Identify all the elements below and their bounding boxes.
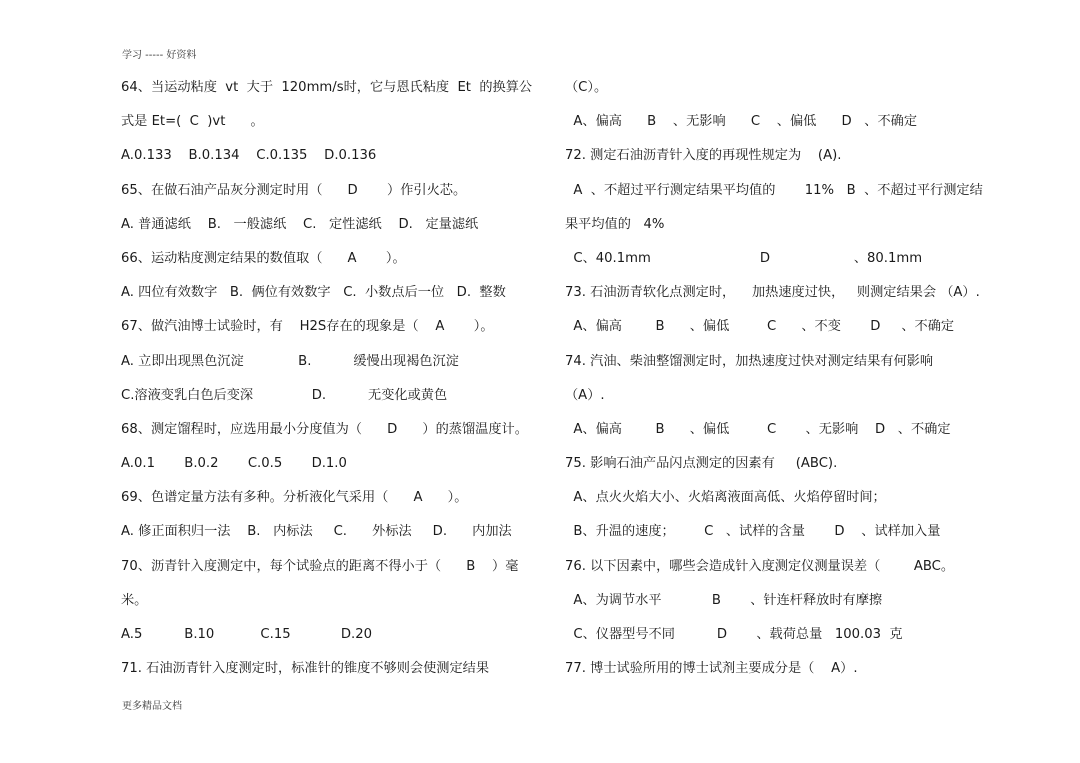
- answer-options: A. 修正面积归一法 B. 内标法 C. 外标法 D. 内加法: [121, 524, 512, 540]
- question-line: 64、当运动粘度 vt 大于 120mm/s时，它与恩氏粘度 Et 的换算公: [121, 80, 533, 95]
- answer-options: A.5 B.10 C.15 D.20: [121, 627, 373, 642]
- answer-options: A、偏高 B 、偏低 C 、无影响 D 、不确定: [565, 421, 951, 437]
- question-line: 65、在做石油产品灰分测定时用（ D ）作引火芯。: [121, 182, 467, 198]
- question-line: 73. 石油沥青软化点测定时， 加热速度过快， 则测定结果会 （A）.: [565, 285, 980, 301]
- question-line: 米。: [121, 592, 148, 608]
- answer-options: C、仪器型号不同 D 、载荷总量 100.03 克: [565, 627, 903, 642]
- answer-options: A 、不超过平行测定结果平均值的 11% B 、不超过平行测定结: [565, 182, 983, 198]
- answer-options: A. 普通滤纸 B. 一般滤纸 C. 定性滤纸 D. 定量滤纸: [121, 216, 479, 232]
- page-footer: 更多精品文档: [122, 701, 182, 712]
- question-line: 71. 石油沥青针入度测定时，标准针的锥度不够则会使测定结果: [121, 661, 490, 677]
- question-line: 68、测定馏程时，应选用最小分度值为（ D ）的蒸馏温度计。: [121, 421, 528, 437]
- answer-options: A、为调节水平 B 、针连杆释放时有摩擦: [565, 592, 883, 608]
- question-line: 76. 以下因素中，哪些会造成针入度测定仪测量误差（ ABC。: [565, 558, 955, 574]
- answer-options: A. 立即出现黑色沉淀 B. 缓慢出现褐色沉淀: [121, 353, 459, 369]
- answer-options: A.0.1 B.0.2 C.0.5 D.1.0: [121, 456, 347, 472]
- answer-options: A、偏高 B 、偏低 C 、不变 D 、不确定: [565, 319, 955, 335]
- question-line: 74. 汽油、柴油整馏测定时，加热速度过快对测定结果有何影响: [565, 353, 934, 369]
- answer-options: C.溶液变乳白色后变深 D. 无变化或黄色: [121, 387, 448, 403]
- answer-options: A. 四位有效数字 B. 俩位有效数字 C. 小数点后一位 D. 整数: [121, 285, 506, 301]
- question-line: 77. 博士试验所用的博士试剂主要成分是（ A）.: [565, 661, 858, 677]
- question-line: 72. 测定石油沥青针入度的再现性规定为 (A).: [565, 148, 842, 164]
- question-line: 70、沥青针入度测定中，每个试验点的距离不得小于（ B ）毫: [121, 558, 519, 574]
- answer-options: A、偏高 B 、无影响 C 、偏低 D 、不确定: [565, 114, 918, 130]
- answer-options: A.0.133 B.0.134 C.0.135 D.0.136: [121, 148, 377, 164]
- answer-options: B、升温的速度； C 、试样的含量 D 、试样加入量: [565, 524, 941, 540]
- answer-options: 果平均值的 4%: [565, 216, 665, 232]
- left-column: [121, 78, 553, 693]
- question-line: 67、做汽油博士试验时，有 H2S存在的现象是（ A ）。: [121, 319, 494, 335]
- answer-options: C、40.1mm D 、80.1mm: [565, 250, 923, 266]
- question-line: 66、运动粘度测定结果的数值取（ A ）。: [121, 250, 406, 266]
- page-header: 学习 ----- 好资料: [122, 50, 197, 61]
- question-line: （A）.: [565, 387, 605, 403]
- question-line: 75. 影响石油产品闪点测定的因素有 (ABC).: [565, 456, 838, 472]
- question-line: 69、色谱定量方法有多种。分析液化气采用（ A ）。: [121, 490, 468, 506]
- answer-options: A、点火火焰大小、火焰离液面高低、火焰停留时间；: [565, 490, 886, 506]
- question-line: 式是 Et=( C )vt 。: [121, 114, 264, 130]
- right-column: [565, 78, 990, 693]
- question-line: （C）。: [565, 80, 608, 95]
